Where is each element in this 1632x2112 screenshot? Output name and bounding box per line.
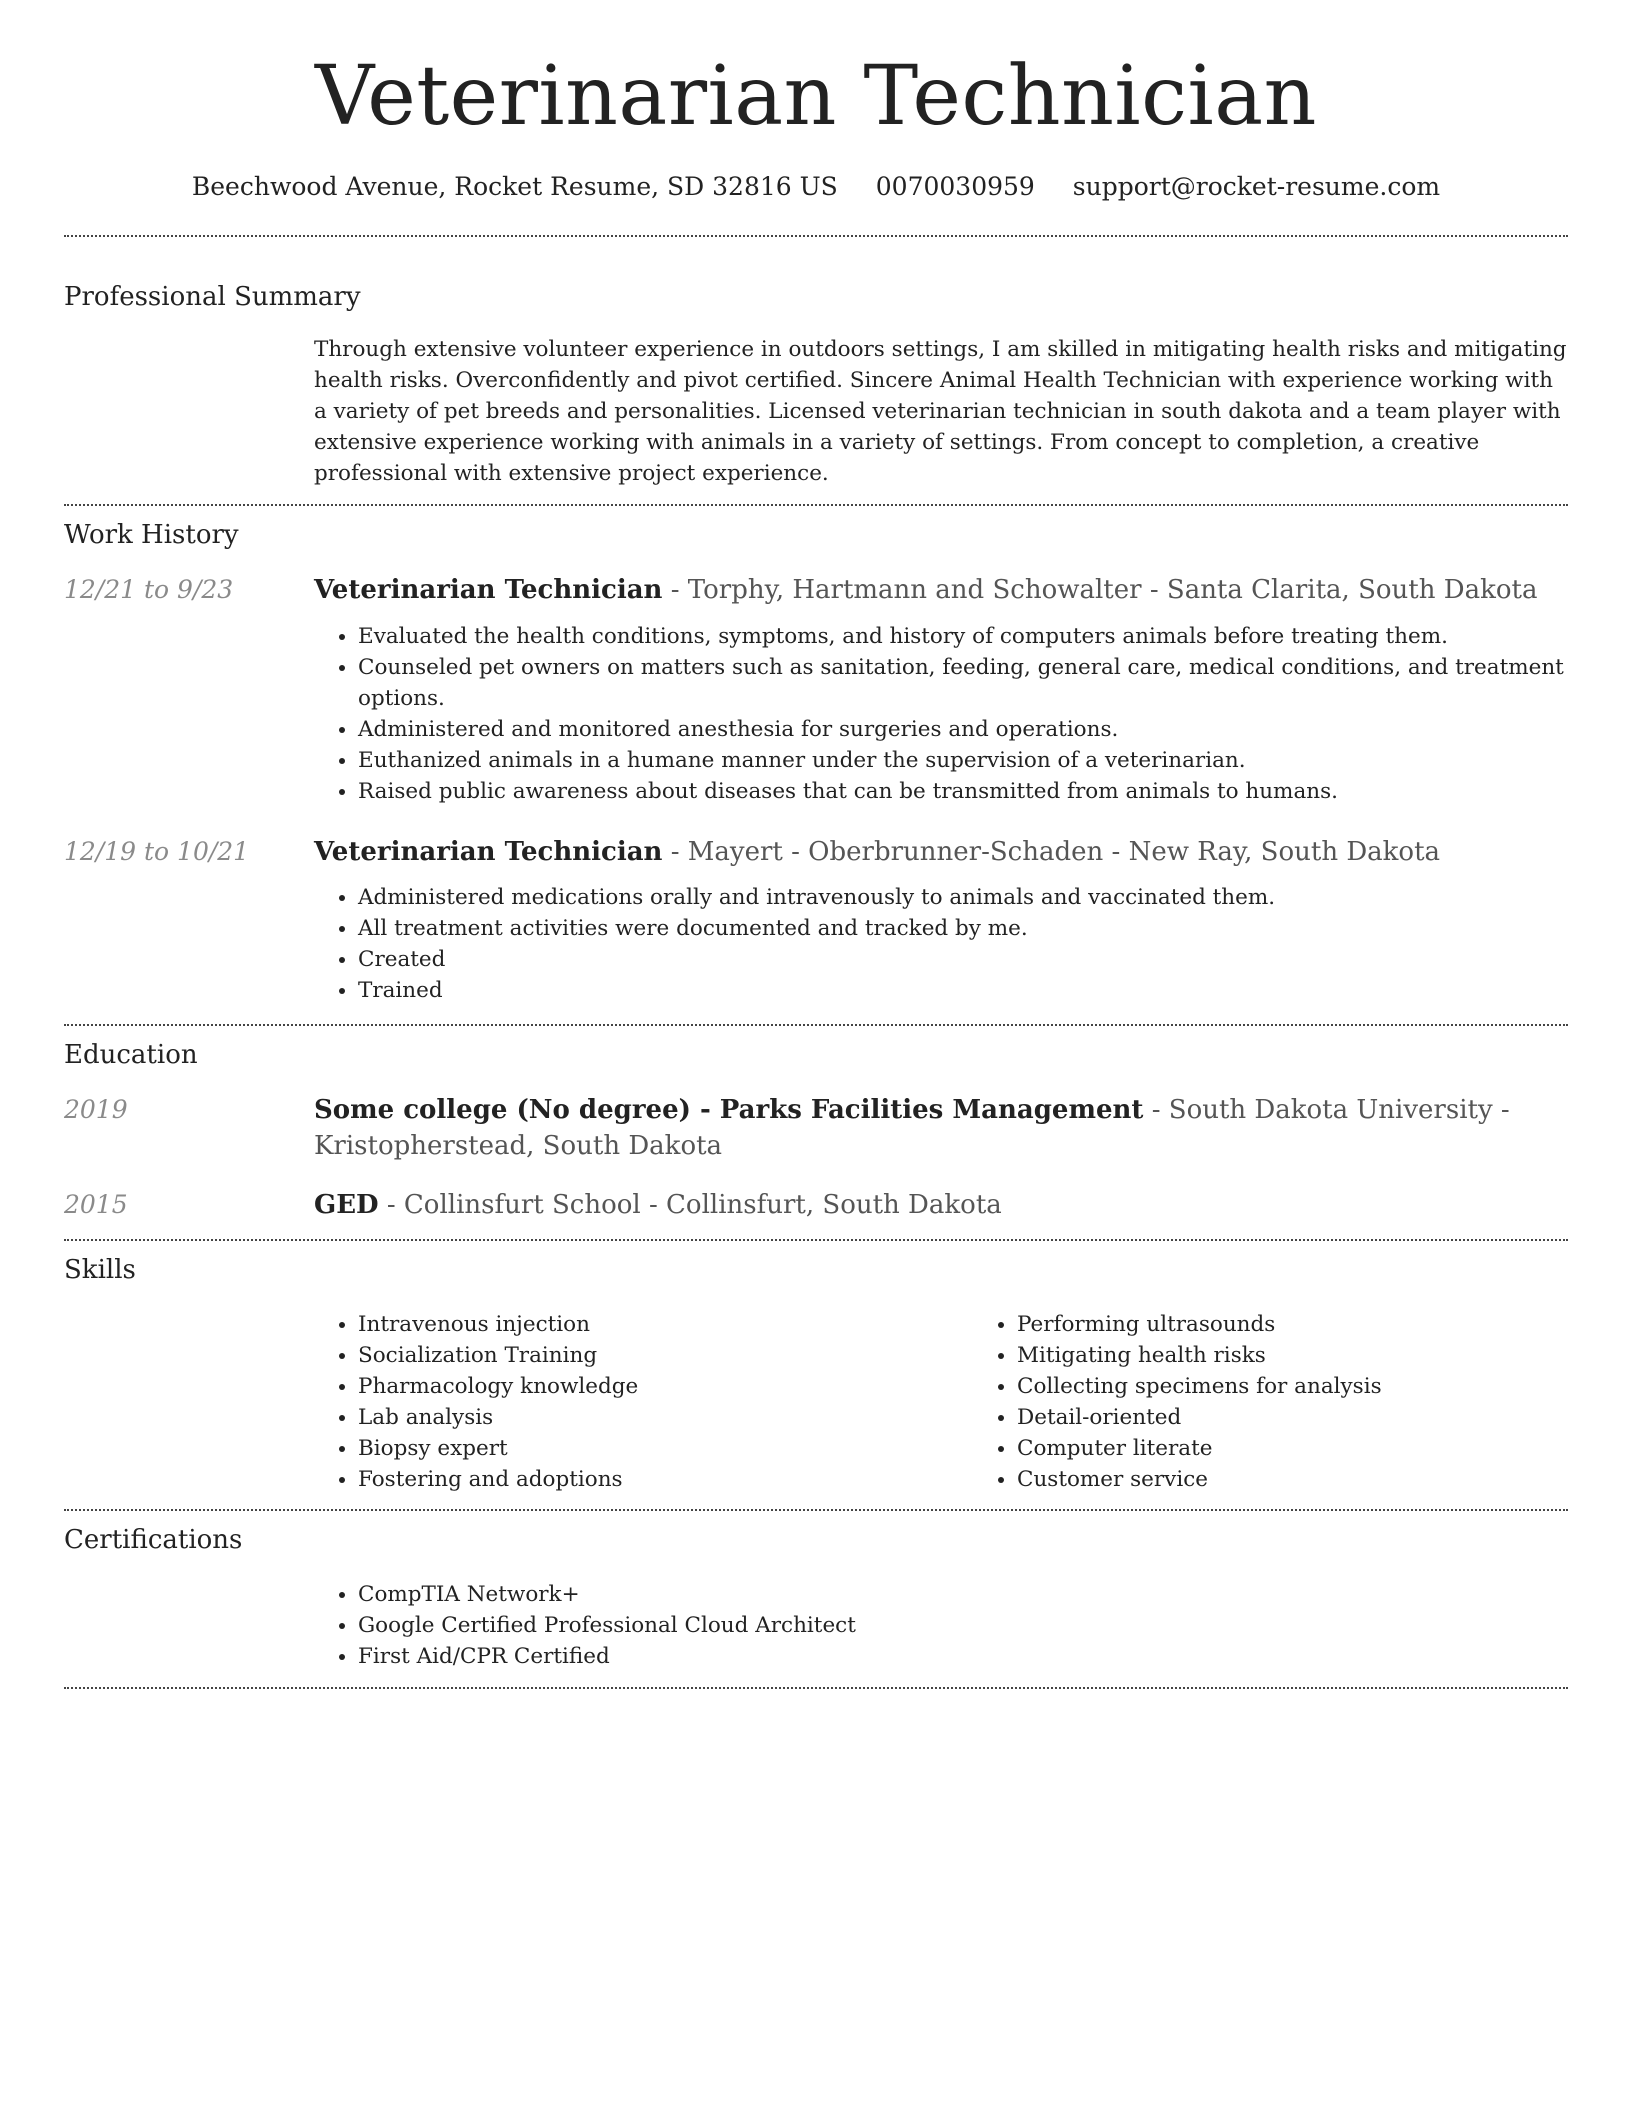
education-year: 2015 [64, 1189, 128, 1219]
list-item: • Counseled pet owners on matters such as sanitation, feeding, general care, medical conditions, and treatment options. [358, 652, 1568, 714]
work-history-section [64, 522, 1568, 1006]
skill-item: • Collecting specimens for analysis [1017, 1371, 1632, 1402]
skills-list-left [314, 1309, 973, 1495]
job-entry [64, 572, 1568, 806]
list-item: • Euthanized animals in a humane manner under the supervision of a veterinarian. [358, 745, 1568, 776]
skill-item: • Socialization Training [358, 1340, 973, 1371]
skill-item: • Lab analysis [358, 1402, 973, 1433]
list-item: • Administered and monitored anesthesia for surgeries and operations. [358, 714, 1568, 745]
certification-item: • Google Certified Professional Cloud Architect [358, 1610, 1568, 1641]
skill-item: • Fostering and adoptions [358, 1464, 973, 1495]
divider [64, 1024, 1568, 1026]
certifications-list [314, 1579, 1568, 1672]
education-heading [314, 1187, 1568, 1223]
divider [64, 1239, 1568, 1241]
divider [64, 1687, 1568, 1689]
skills-grid [314, 1309, 1632, 1495]
education-entry [64, 1187, 1568, 1223]
job-role: Veterinarian Technician [314, 836, 663, 867]
job-heading [314, 572, 1568, 608]
job-role: Veterinarian Technician [314, 575, 663, 606]
list-item: • Raised public awareness about diseases that can be transmitted from animals to humans. [358, 776, 1568, 807]
education-section [64, 1039, 1568, 1223]
summary-section [64, 284, 1568, 489]
list-item: • All treatment activities were documented and tracked by me. [358, 913, 1568, 944]
skills-list-right [973, 1309, 1632, 1495]
skill-item: • Mitigating health risks [1017, 1340, 1632, 1371]
divider [64, 504, 1568, 506]
certification-item: • First Aid/CPR Certified [358, 1641, 1568, 1672]
job-bullets [314, 621, 1568, 807]
section-title-education: Education [64, 1039, 198, 1070]
education-degree: Some college (No degree) - Parks Facilities Management [314, 1094, 1144, 1125]
address: Beechwood Avenue, Rocket Resume, SD 32816 US [191, 172, 838, 202]
skill-item: • Intravenous injection [358, 1309, 973, 1340]
job-dates: 12/19 to 10/21 [64, 836, 250, 866]
education-year: 2019 [64, 1094, 128, 1124]
resume-content [64, 0, 1568, 1689]
phone: 0070030959 [875, 172, 1035, 202]
divider [64, 1509, 1568, 1511]
skills-section [64, 1257, 1568, 1495]
job-bullets [314, 882, 1568, 1006]
section-title-skills: Skills [64, 1255, 136, 1286]
skill-item: • Detail-oriented [1017, 1402, 1632, 1433]
skill-item: • Customer service [1017, 1464, 1632, 1495]
job-dates: 12/21 to 9/23 [64, 575, 234, 605]
skill-item: • Pharmacology knowledge [358, 1371, 973, 1402]
contact-line [64, 172, 1568, 201]
job-entry [64, 834, 1568, 1006]
summary-text: Through extensive volunteer experience in outdoors settings, I am skilled in mitigating health risks and mitigating health risks. Overconfidently and pivot certified. Sincere Animal Health Technician with experience working with a variety of pet breeds and personalities. Licensed veterinarian technician in south dakota and a team player with extensive experience working with animals in a variety of settings. From concept to completion, a creative professional with extensive project experience. [314, 337, 1567, 487]
list-item: • Administered medications orally and intravenously to animals and vaccinated them. [358, 882, 1568, 913]
section-title-certifications: Certifications [64, 1525, 243, 1556]
education-degree: GED [314, 1189, 379, 1220]
section-title-work: Work History [64, 520, 239, 551]
list-item: • Created [358, 944, 1568, 975]
certifications-section [64, 1527, 1568, 1672]
education-detail: - Collinsfurt School - Collinsfurt, South Dakota [378, 1189, 1002, 1220]
education-detail: - South Dakota University - Kristopherstead, South Dakota [314, 1094, 1510, 1162]
education-heading [314, 1092, 1568, 1165]
skill-item: • Biopsy expert [358, 1433, 973, 1464]
job-detail: - Mayert - Oberbrunner-Schaden - New Ray, South Dakota [662, 836, 1441, 867]
email: support@rocket-resume.com [1072, 172, 1441, 202]
certification-item: • CompTIA Network+ [358, 1579, 1568, 1610]
divider [64, 235, 1568, 237]
education-entry [64, 1092, 1568, 1165]
list-item: • Trained [358, 975, 1568, 1006]
skill-item: • Computer literate [1017, 1433, 1632, 1464]
skill-item: • Performing ultrasounds [1017, 1309, 1632, 1340]
job-detail: - Torphy, Hartmann and Schowalter - Santa Clarita, South Dakota [662, 575, 1538, 606]
job-heading [314, 834, 1568, 870]
list-item: • Evaluated the health conditions, symptoms, and history of computers animals before treating them. [358, 621, 1568, 652]
section-title-summary: Professional Summary [64, 282, 361, 313]
candidate-name: Veterinarian Technician [315, 49, 1317, 144]
